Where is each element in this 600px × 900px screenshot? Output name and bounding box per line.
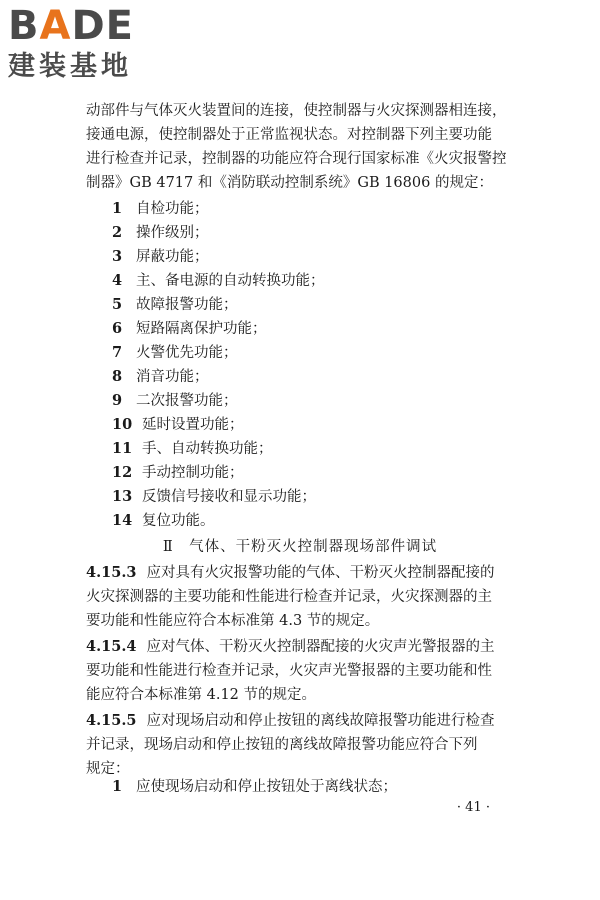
section-heading: Ⅱ 气体、干粉灭火控制器现场部件调试 xyxy=(162,539,438,555)
intro-line: 接通电源，使控制器处于正常监视状态。对控制器下列主要功能 xyxy=(86,127,492,143)
clause-line: 能应符合本标准第 4.12 节的规定。 xyxy=(86,687,317,703)
list-item: 8 消音功能； xyxy=(112,368,209,385)
list-item: 13 反馈信号接收和显示功能； xyxy=(112,488,316,505)
logo-mark: BADE xyxy=(8,3,134,49)
clause-number: 4.15.3 xyxy=(86,564,137,581)
page-number: · 41 · xyxy=(456,800,490,815)
list-item: 1 应使现场启动和停止按钮处于离线状态； xyxy=(112,778,397,795)
clause-line: 规定： xyxy=(86,761,130,777)
list-item: 9 二次报警功能； xyxy=(112,392,238,409)
clause-line: 要功能和性能进行检查并记录，火灾声光警报器的主要功能和性 xyxy=(86,663,492,679)
clause-line: 4.15.3 应对具有火灾报警功能的气体、干粉灭火控制器配接的 xyxy=(86,564,495,581)
list-item: 14 复位功能。 xyxy=(112,512,215,529)
clause-number: 4.15.4 xyxy=(86,638,137,655)
clause-line: 4.15.4 应对气体、干粉灭火控制器配接的火灾声光警报器的主 xyxy=(86,638,495,655)
list-item: 11 手、自动转换功能； xyxy=(112,440,273,457)
clause-line: 4.15.5 应对现场启动和停止按钮的离线故障报警功能进行检查 xyxy=(86,712,495,729)
list-item: 2 操作级别； xyxy=(112,224,209,241)
list-item: 4 主、备电源的自动转换功能； xyxy=(112,272,325,289)
list-item: 12 手动控制功能； xyxy=(112,464,244,481)
logo-subtitle: 建装基地 xyxy=(8,51,132,82)
list-item: 10 延时设置功能； xyxy=(112,416,244,433)
clause-line: 火灾探测器的主要功能和性能进行检查并记录，火灾探测器的主 xyxy=(86,589,492,605)
clause-line: 并记录，现场启动和停止按钮的离线故障报警功能应符合下列 xyxy=(86,737,478,753)
intro-line: 制器》GB 4717 和《消防联动控制系统》GB 16806 的规定： xyxy=(86,175,493,191)
list-item: 1 自检功能； xyxy=(112,200,209,217)
list-item: 6 短路隔离保护功能； xyxy=(112,320,267,337)
list-item: 3 屏蔽功能； xyxy=(112,248,209,265)
list-item: 5 故障报警功能； xyxy=(112,296,238,313)
list-item: 7 火警优先功能； xyxy=(112,344,238,361)
intro-line: 动部件与气体灭火装置间的连接，使控制器与火灾探测器相连接， xyxy=(86,103,507,119)
clause-number: 4.15.5 xyxy=(86,712,137,729)
clause-line: 要功能和性能应符合本标准第 4.3 节的规定。 xyxy=(86,613,380,629)
intro-line: 进行检查并记录，控制器的功能应符合现行国家标准《火灾报警控 xyxy=(86,151,507,167)
